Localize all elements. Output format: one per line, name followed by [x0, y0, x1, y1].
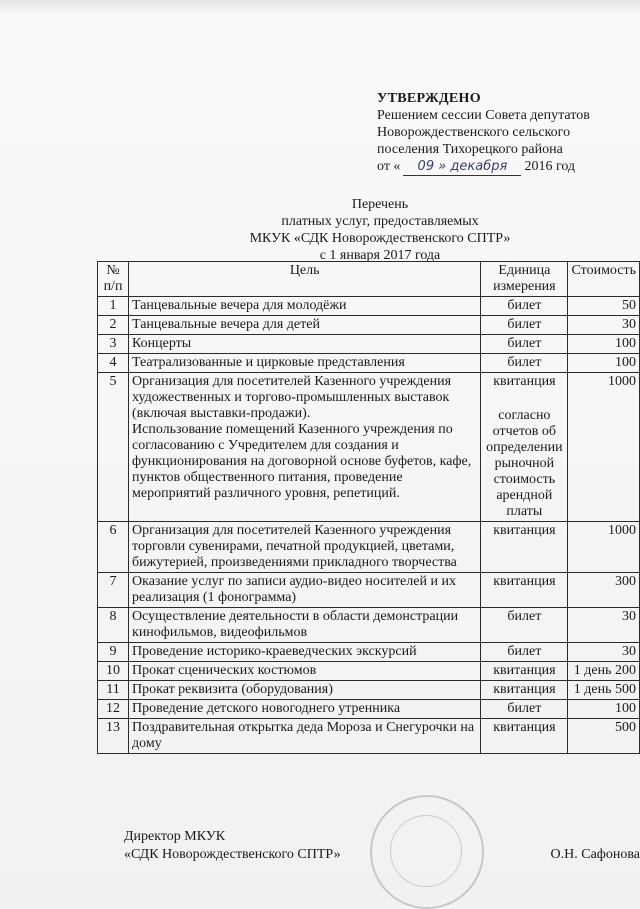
row-unit: билет [481, 643, 568, 662]
row-goal: Прокат реквизита (оборудования) [129, 681, 481, 700]
row-unit-note: согласно отчетов об определении рыночной стоимость арендной платы [486, 408, 563, 519]
row-goal: Оказание услуг по записи аудио-видео носителей и их реализация (1 фонограмма) [129, 573, 481, 608]
row-unit: квитанция [481, 573, 568, 608]
row-unit: квитанция [481, 681, 568, 700]
row-num: 9 [98, 643, 129, 662]
row-goal: Концерты [129, 335, 481, 354]
row-unit: билет [481, 354, 568, 373]
row-cost: 30 [568, 316, 640, 335]
row-num: 6 [98, 522, 129, 573]
row-num: 1 [98, 297, 129, 316]
table-row [98, 316, 640, 335]
table-row [98, 522, 640, 573]
date-day: 09 [417, 159, 435, 174]
date-suffix: 2016 год [524, 159, 576, 174]
header-unit: Единица измерения [481, 262, 568, 297]
row-cost: 100 [568, 354, 640, 373]
row-goal: Прокат сценических костюмов [129, 662, 481, 681]
row-cost: 100 [568, 335, 640, 354]
date-prefix: от « [377, 159, 401, 174]
row-goal-part: Использование помещений Казенного учреждения по согласованию с Учредителем для создания и функционирования на договорной основе буфетов, кафе, пунктов общественного питания, проведение мероприятий различного уровня, репетиций. [132, 422, 472, 501]
heading-line: платных услуг, предоставляемых [281, 214, 479, 229]
table-row [98, 662, 640, 681]
row-goal: Проведение детского новогоднего утренника [129, 700, 481, 719]
table-row [98, 700, 640, 719]
row-goal-part: Организация для посетителей Казенного учреждения художественных и торгово-промышленных выставок (включая выставки-продажи). [132, 374, 452, 421]
table-row [98, 608, 640, 643]
row-num: 4 [98, 354, 129, 373]
row-num: 8 [98, 608, 129, 643]
row-num: 3 [98, 335, 129, 354]
header-goal: Цель [129, 262, 481, 297]
row-unit: билет [481, 297, 568, 316]
approval-line: поселения Тихорецкого района [377, 142, 563, 157]
row-goal: Организация для посетителей Казенного учреждения торговли сувенирами, печатной продукцией, цветами, бижутерией, произведениями прикладного творчества [129, 522, 481, 573]
row-unit: квитанция [481, 522, 568, 573]
heading-line: Перечень [351, 197, 409, 212]
row-num: 2 [98, 316, 129, 335]
table-row [98, 354, 640, 373]
signer-organization: «СДК Новорождественского СПТР» [124, 847, 341, 862]
document-heading [200, 196, 560, 264]
row-cost: 1 день 500 [568, 681, 640, 700]
row-goal: Поздравительная открытка деда Мороза и Снегурочки на дому [129, 719, 481, 754]
row-goal [129, 373, 481, 522]
signer-name: О.Н. Сафонова [550, 847, 640, 862]
approval-block [377, 90, 639, 176]
row-cost: 30 [568, 608, 640, 643]
row-num: 10 [98, 662, 129, 681]
row-cost: 1000 [568, 373, 640, 522]
row-num: 5 [98, 373, 129, 522]
approval-line: Новорождественского сельского [377, 125, 571, 140]
date-month: декабря [450, 159, 508, 174]
table-row [98, 573, 640, 608]
row-cost: 50 [568, 297, 640, 316]
approval-line: Решением сессии Совета депутатов [377, 108, 590, 123]
header-cost: Стоимость [568, 262, 640, 297]
row-goal: Танцевальные вечера для молодёжи [129, 297, 481, 316]
row-num: 11 [98, 681, 129, 700]
table-row [98, 373, 640, 522]
table-row [98, 719, 640, 754]
row-goal: Осуществление деятельности в области демонстрации кинофильмов, видеофильмов [129, 608, 481, 643]
row-unit: квитанция [481, 719, 568, 754]
row-unit: билет [481, 316, 568, 335]
date-mid: » [438, 159, 447, 174]
row-cost: 1000 [568, 522, 640, 573]
signer-position: Директор МКУК [124, 829, 226, 844]
table-header-row [98, 262, 640, 297]
table-row [98, 643, 640, 662]
row-num: 12 [98, 700, 129, 719]
scan-shadow [0, 0, 640, 16]
row-num: 13 [98, 719, 129, 754]
row-num: 7 [98, 573, 129, 608]
row-unit-part: квитанция [493, 374, 556, 389]
row-unit [481, 373, 568, 522]
table-row [98, 335, 640, 354]
row-cost: 1 день 200 [568, 662, 640, 681]
table-row [98, 681, 640, 700]
row-cost: 500 [568, 719, 640, 754]
row-cost: 100 [568, 700, 640, 719]
handwritten-date [403, 158, 521, 176]
services-table [97, 261, 640, 754]
table-row [98, 297, 640, 316]
row-goal: Танцевальные вечера для детей [129, 316, 481, 335]
approval-date [377, 158, 639, 176]
row-unit: квитанция [481, 662, 568, 681]
row-goal: Проведение историко-краеведческих экскурсий [129, 643, 481, 662]
heading-line: с 1 января 2017 года [319, 248, 441, 263]
row-cost: 300 [568, 573, 640, 608]
header-num: № п/п [98, 262, 129, 297]
row-cost: 30 [568, 643, 640, 662]
signature-block [124, 828, 640, 864]
row-goal: Театрализованные и цирковые представления [129, 354, 481, 373]
row-unit: билет [481, 335, 568, 354]
heading-line: МКУК «СДК Новорождественского СПТР» [249, 231, 511, 246]
row-unit: билет [481, 700, 568, 719]
approval-title: УТВЕРЖДЕНО [377, 91, 481, 106]
row-unit: билет [481, 608, 568, 643]
